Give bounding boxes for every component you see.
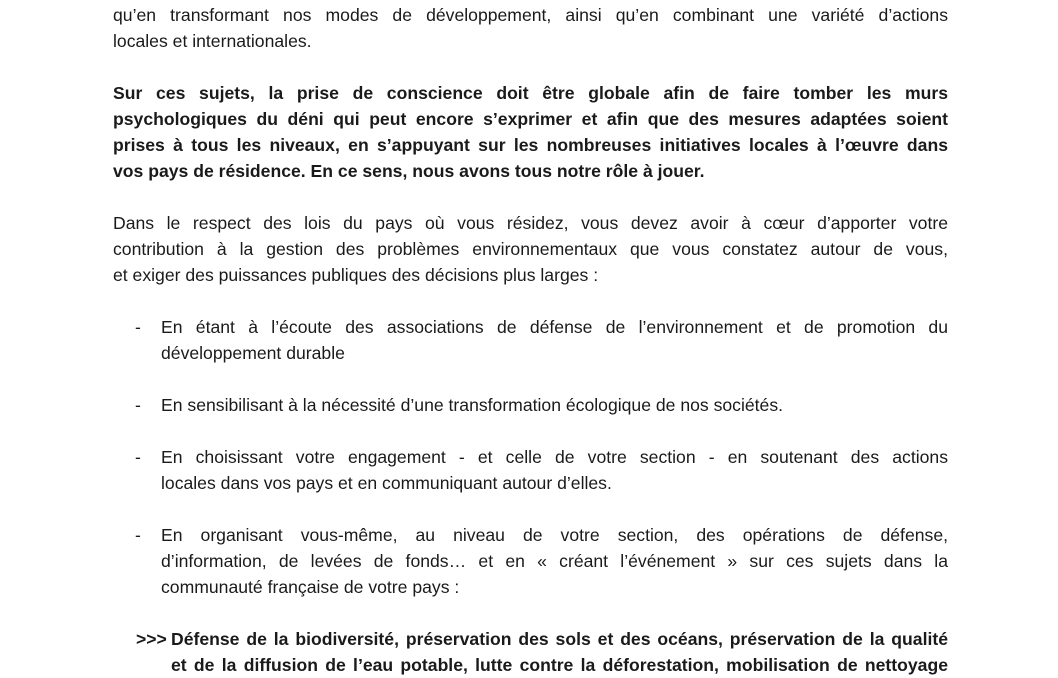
text-line: qu’en transformant nos modes de développement, ainsi qu’en combinant une variété d’actions (113, 5, 948, 25)
bullet-dash: - (135, 525, 141, 545)
text-line: et exiger des puissances publiques des décisions plus larges : (113, 265, 599, 285)
text-line: locales dans vos pays et en communiquant autour d’elles. (161, 473, 612, 493)
text-line: En choisissant votre engagement - et celle de votre section - en soutenant des actions (161, 447, 948, 467)
text-line: d’information, de levées de fonds… et en « créant l’événement » sur ces sujets dans la (161, 551, 948, 571)
text-line: prises à tous les niveaux, en s’appuyant sur les nombreuses initiatives locales à l’œuvre dans (113, 135, 948, 155)
text-line: communauté française de votre pays : (161, 577, 460, 597)
bullet-dash: - (135, 447, 141, 467)
text-line: En sensibilisant à la nécessité d’une transformation écologique de nos sociétés. (161, 395, 784, 415)
arrow-marker: >>> (136, 629, 167, 649)
bullet-dash: - (135, 317, 141, 337)
text-line: développement durable (161, 343, 345, 363)
text-line: psychologiques du déni qui peut encore s’exprimer et afin que des mesures adaptées soient (113, 109, 948, 129)
bullet-dash: - (135, 395, 141, 415)
text-line: Défense de la biodiversité, préservation des sols et des océans, préservation de la qualité (171, 629, 948, 649)
text-line: En étant à l’écoute des associations de défense de l’environnement et de promotion du (161, 317, 948, 337)
text-line: Dans le respect des lois du pays où vous résidez, vous devez avoir à cœur d’apporter votre (113, 213, 948, 233)
text-line: et de la diffusion de l’eau potable, lutte contre la déforestation, mobilisation de nettoyage (171, 655, 948, 675)
text-line: contribution à la gestion des problèmes environnementaux que vous constatez autour de vous, (113, 239, 948, 259)
text-line: Sur ces sujets, la prise de conscience doit être globale afin de faire tomber les murs (113, 83, 948, 103)
text-line: locales et internationales. (113, 31, 312, 51)
text-line: vos pays de résidence. En ce sens, nous avons tous notre rôle à jouer. (113, 161, 705, 181)
text-line: En organisant vous-même, au niveau de votre section, des opérations de défense, (161, 525, 948, 545)
